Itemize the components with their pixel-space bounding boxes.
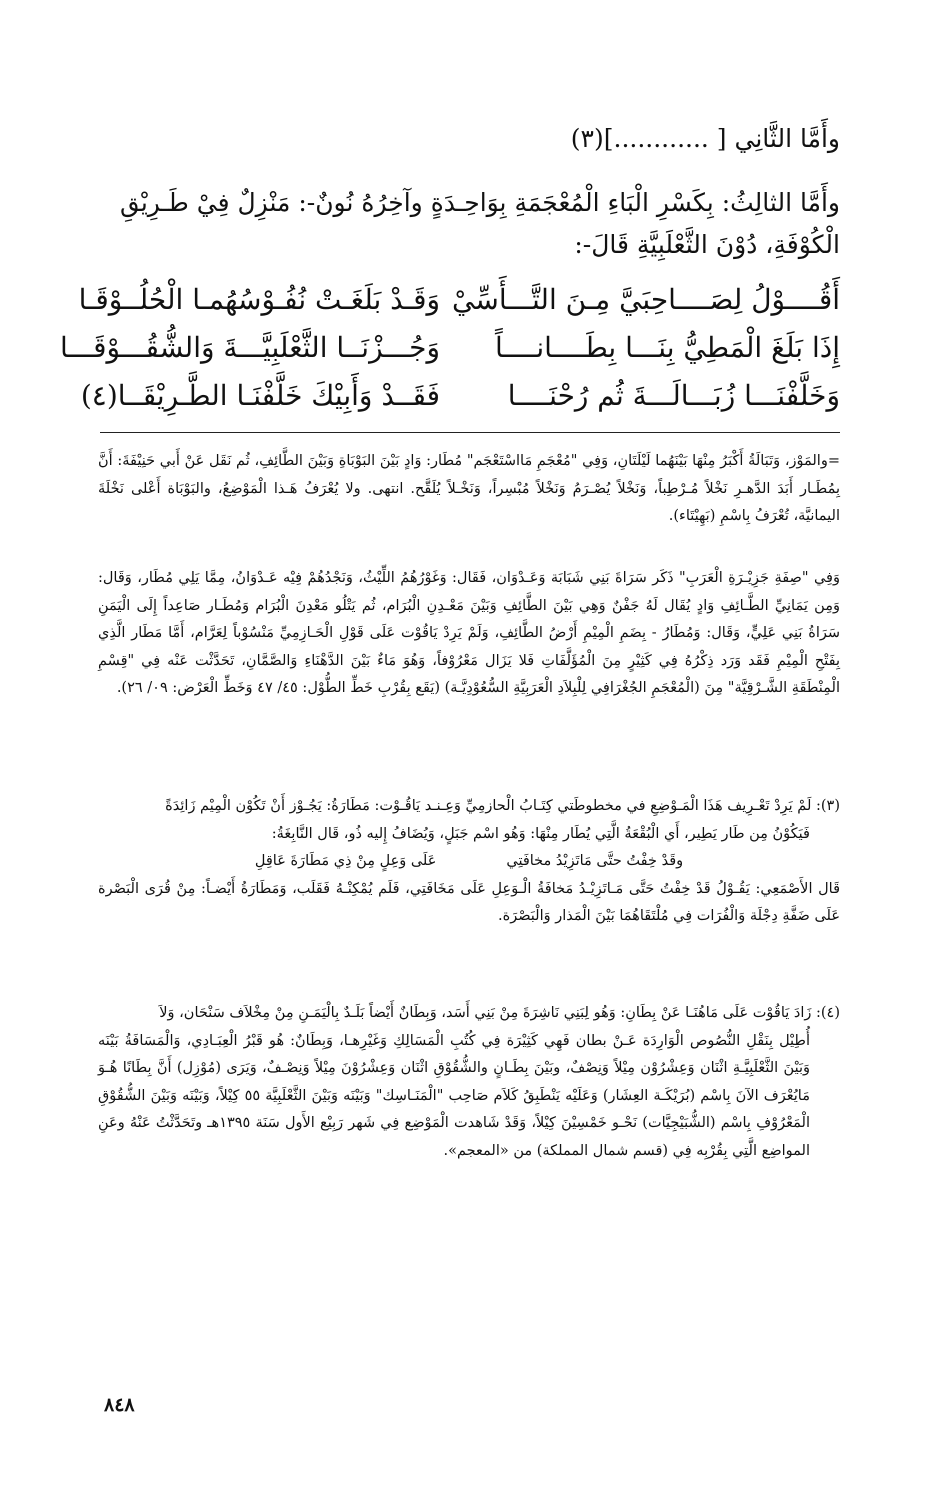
- verse-1-first-hemistich: أَقُــــوْلُ لِصَــــاحِبَيَّ مِـنَ التَّـــأَسِّيْ: [452, 283, 840, 316]
- verse-3-first-hemistich: وَخَلَّفْنَـــا زُبَـــالَـــةَ ثُم رُحْنَــــا: [507, 379, 840, 412]
- footnote-3-indented-line: فَيَكُوْنُ مِن طَار يَطِير، أَي الْبُقْعَةُ الَّتِي يُطَار مِنْهَا: وَهُو اسْم جَبَلٍ، وَيُضَافُ إِليه ذُو، قَال النَّابِغَةُ:: [271, 825, 810, 842]
- footnote-3-commentary: قَال الأَصْمَعِي: يَقُـوْلُ قَدْ خِفْتُ حَتَّى مَـاتَزِيْـدُ مَخافَةُ الْـوَعِلِ عَلَى مَخَافَتِي، فَلَم يُمْكِنْـهُ فَقَلَب، وَمَطَارَةُ أَيْضـاً: مِنْ قُرَى الْبَصْرة عَلَى ضَفَّةِ دِجْلَة وَالْفُرَات فِي مُلْتَقَاهُمَا بَيْنَ الْمَذار وَالْبَصْرَة.: [98, 880, 840, 924]
- verse-1-second-hemistich: وَقَـدْ بَلَغَـتْ نُفُـوْسُهُمـا الْحُلُــوْقَـا: [78, 283, 440, 316]
- footnote-continuation: =والمَوْز، وَتَبَالَةُ أَكْبَرُ مِنْهَا بَيْنَهُما لَيْلَتَانِ، وَفِي "مُعْجَمِ مَااسْتَعْجَم" مُطَار: وَادٍ بَيْنَ البَوْبَاةِ وَبَيْنَ الطَّائِفِ، ثُم نَقَل عَنْ أَبي حَنِيْفَةَ: أَنَّ بِمُطَـار أَبَدَ الدَّهـرِ نَخْلاً مُـرْطِباً، وَنَخْلاً يُصْـرَمُ وَنَخْلاً مُبْسِراً، وَنَخْـلاً يُلَقَّح. انتهى. ولا يُعْرَفُ هَـذا الْمَوْضِعُ، والبَوْبَاة أَعْلى نَخْلَةَ اليمانيَّة، تُعْرَفُ بِاسْمِ (بَهِيْتَاء).: [98, 453, 840, 524]
- poem-verse-1: [78, 276, 840, 324]
- footnote-separator: [100, 432, 840, 433]
- footnote-4-first-line: (٤): زَادَ يَاقُوْت عَلَى مَاهُنَـا عَنْ بِطَانِ: وَهُو لِبَنِي نَاشِرَةَ مِنْ بَنِي أَسَد، وَبِطَانٌ أَيْضاً بَلَـدٌ بِالْيَمَـنِ مِنْ مِخْلاَف سَنْحَان، وَلاَ: [159, 1005, 840, 1021]
- poem-verse-2: [59, 324, 840, 372]
- verse-2-second-hemistich: وَجُـــزْنَــا الثَّعْلَبِيَّـــةَ وَالشُّقُـــوْقَـــا: [59, 331, 440, 364]
- poem: [59, 276, 840, 420]
- footnote-3: [98, 793, 840, 931]
- main-line-2: [100, 182, 840, 266]
- verse-3-second-hemistich: فَقَــدْ وَأَبِيْكَ خَلَّفْنَـا الطَّـرِيْقَــا(٤): [80, 379, 440, 412]
- verse-2-first-hemistich: إِذَا بَلَغَ الْمَطِيُّ بِنَـــا بِطَــــانــــاً: [494, 331, 840, 364]
- footnote-3-first-line: (٣): لَمْ يَرِدْ تَعْـرِيف هَذَا الْمَـوْضِعِ في مخطوطَتي كِتَـابُ الْحازمِيِّ وَعِـنـد يَاقُـوْت: مَطَارَةُ: يَجُـوْز أَنْ تَكُوْن الْمِيْم زَائِدَةً: [165, 798, 840, 814]
- main-line-1: وأَمَّا الثَّانِي [ ............](٣): [570, 124, 840, 153]
- footnote-3-verse-first: وقَدْ خِفْتُ حتَّى مَاتَزِيْدُ مخافَتِي: [506, 853, 684, 869]
- poem-verse-3: [80, 372, 840, 420]
- footnote-paragraph: وَفِي "صِفَةِ جَزِيْـرَةِ الْعَرَبِ" ذَكَر سَرَاةَ بَنِي شَبَابَة وَعَـدْوَان، فَقَال: وَغَوْرُهُمُ اللِّيْثُ، وَنَجْدُهُمْ فِيْه عَـدْوَانُ، مِمَّا يَلِي مُطَار، وَقَال: وَمِن يَمَانِيِّ الطَّـائِفِ وَادٍ يُقَال لَهُ جَفْنٌ وَهِي بَيْنَ الطَّائِفِ وَبَيْنَ مَعْـدِنِ الْبُرَام، ثُم يَتْلُو مَعْدِنَ الْبُرَام وَمُطَـار صَاعِداً إِلَى الْيَمَنِ سَرَاةُ بَنِي عَلِيٍّ، وَقَال: وَمُطَارُ - بِضَمِ الْمِيْمِ أَرْضُ الطَّائِفِ، وَلَمْ يَرِدْ يَاقُوْت عَلَى قَوْلِ الْحَـازِمِيِّ مَنْسُوْباً لِعَرَّام، أَمَّا مَطَار الَّذِي بِفَتْحِ الْمِيْمِ فَقَد وَرَد ذِكْرُهُ فِي كَثِيْرٍ مِنَ الْمُؤَلَّفَاتِ فَلا يَزَال مَعْرُوْفاً، وَهُوَ مَاءٌ بَيْنَ الدَّهْنَاءِ وَالصَّمَّانِ، تَحَدَّثْت عَنْه فِي "قِسْمِ الْمِنْطَقَةِ الشَّـرْقِيَّة" مِنَ (الْمُعْجَمِ الجُغْرَافِي لِلْبِلاَدِ الْعَرَبِيَّةِ السُّعُوْدِيَّـة) (يَقَع بِقُرْبِ خَطِّ الطُّوْل: ٤٥/ ٤٧ وَخَطِّ الْعَرْض: ٠٩/ ٢٦).: [98, 570, 840, 696]
- footnote-3-verse-second: عَلَى وَعِلٍ مِنْ ذِي مَطَارَةَ عَاقِلِ: [254, 853, 437, 869]
- main-line-2-text: وأَمَّا الثالِثُ: بِكَسْرِ الْبَاءِ الْمُعْجَمَةِ بِوَاحِـدَةٍ وآخِرُهُ نُونٌ-: مَنْزِلٌ فِيْ طَـرِيْقِ الْكُوْفَةِ، دُوْنَ الثَّعْلَبِيَّةِ قَالَ-:: [119, 188, 840, 259]
- footnote-3-verse: [98, 848, 840, 876]
- page-number: ٨٤٨: [104, 1394, 135, 1416]
- footnote-4: [98, 1000, 840, 1165]
- footnote-4-body: أُطِيْل بِنَقْلِ النُّصُوص الْوَارِدَة عَـنْ بطان فَهِي كَثِيْرَة فِي كُتُبِ الْمَسَالِكِ وَغَيْرِهـا، وَبِطَانٌ: هُو قَبْرُ الْعِبَـادِي، وَالْمَسَافَةُ بَيْنَه وَبَيْنَ الثَّعْلَبِيَّـةِ اثْنَان وَعِشْرُوْن مِيْلاً وَنِصْفٌ، وبَيْنَ بِطَـانٍ والشُّقُوْقِ اثْنَان وَعِشْرُوْنَ مِيْلاً وَنِصْـفٌ، وَيَرَى (مُوْزِل) أَنَّ بِطَانًا هُـوَ مَايُعْرَف الآنَ بِاسْم (بُرَيْكَـة العِشَار) وَعَلَيْه يَنْطَبِقُ كَلاَم صَاحِب "الْمَنَـاسِك" وَبَيْنَه وَبَيْنَ الثَّعْلَبِيَّة ٥٥ كِيْلاً، وَبَيْنَه وَبَيْنَ الشُّقُوْقِ الْمَعْرُوْفِ بِاسْم (الشُّبَيْجِيَّات) نَحْـو خَمْسِيْنَ كِيْلاً، وَقَدْ شَاهدت الْمَوْضِع فِي شَهر رَبِيْع الأَول سَنَة ١٣٩٥هـ وتَحَدَّثْتُ عَنْهُ وعَنِ المواضِع الَّتِي بِقُرْبِه فِي (قسم شمال المملكة) من «المعجم».: [98, 1032, 811, 1159]
